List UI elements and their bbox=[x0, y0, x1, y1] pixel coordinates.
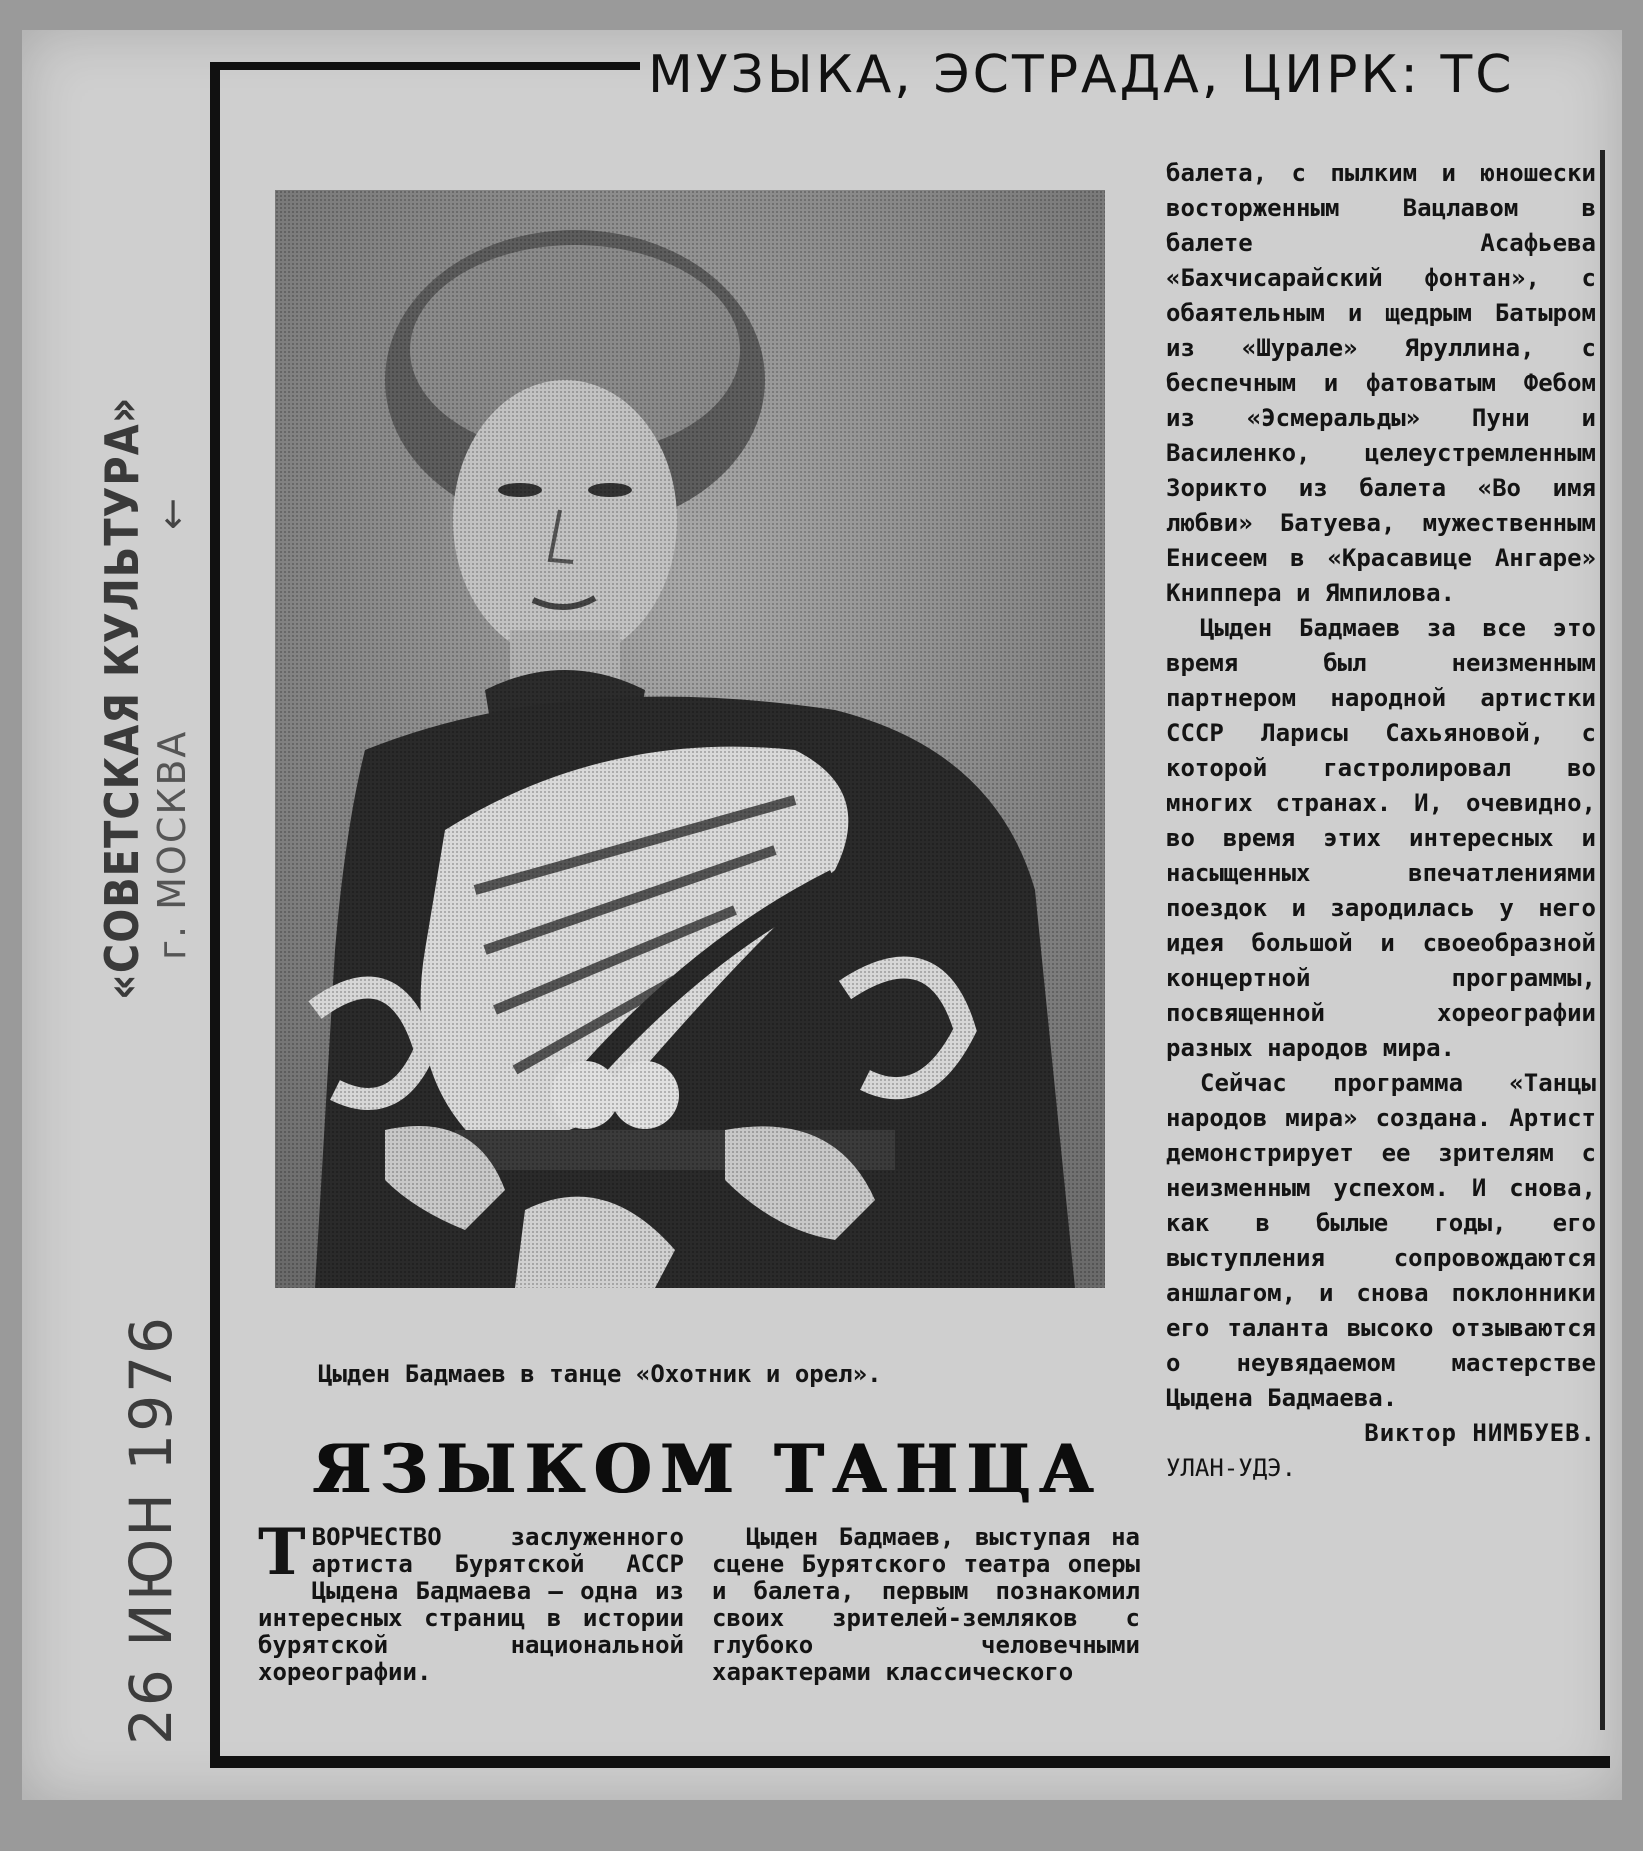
dancer-portrait-photo-icon bbox=[275, 190, 1105, 1288]
column-3-paragraph-3: Сейчас программа «Танцы народов мира» создана. Артист демонстрирует ее зрителям с неизменным успехом. И снова, как в былые годы, его выступления сопровождаются аншлагом, и снова поклонники его таланта высоко отзываются о неувядаемом мастерстве Цыдена Бадмаева. bbox=[1166, 1069, 1596, 1412]
dancer-photo bbox=[275, 190, 1105, 1288]
frame-rule-bottom bbox=[210, 1756, 1610, 1768]
stamp-newspaper-name: «СОВЕТСКАЯ КУЛЬТУРА» bbox=[96, 396, 150, 1000]
stamp-date: 26 ИЮН 1976 bbox=[117, 1315, 185, 1745]
column-3-paragraph-2: Цыден Бадмаев за все это время был неизменным партнером народной артистки СССР Ларисы Сахьяновой, с которой гастролировал во многих странах. И, очевидно, во время этих интересных и насыщенных впечатлениями поездок и зародилась у него идея большой и своеобразной концертной программы, посвященной хореографии разных народов мира. bbox=[1166, 614, 1596, 1062]
author-city: УЛАН-УДЭ. bbox=[1166, 1454, 1297, 1482]
author-signature: Виктор НИМБУЕВ. bbox=[1364, 1419, 1596, 1447]
stamp-city: г. МОСКВА bbox=[150, 729, 194, 960]
frame-rule-right bbox=[1600, 150, 1605, 1730]
drop-cap: Т bbox=[258, 1515, 306, 1590]
article-column-3 bbox=[1166, 156, 1596, 1486]
frame-rule-left bbox=[210, 62, 220, 1762]
arrow-icon: ← bbox=[150, 498, 194, 530]
section-rubric: МУЗЫКА, ЭСТРАДА, ЦИРК: ТС bbox=[648, 45, 1515, 105]
column-3-paragraph-1: балета, с пылким и юношески восторженным Вацлавом в балете Асафьева «Бахчисарайский фонтан», с обаятельным и щедрым Батыром из «Шурале» Яруллина, с беспечным и фатоватым Фебом из «Эсмеральды» Пуни и Василенко, целеустремленным Зорикто из балета «Во имя любви» Батуева, мужественным Енисеем в «Красавице Ангаре» Книппера и Ямпилова. bbox=[1166, 159, 1596, 607]
column-2-text: Цыден Бадмаев, выступая на сцене Бурятского театра оперы и балета, первым познакомил своих зрителей-земляков с глубоко человечными характерами классического bbox=[712, 1523, 1140, 1686]
frame-rule-top bbox=[210, 62, 640, 70]
article-column-1 bbox=[258, 1515, 684, 1686]
article-headline: ЯЗЫКОМ ТАНЦА bbox=[312, 1430, 1102, 1508]
column-1-text: ВОРЧЕСТВО заслуженного артиста Бурятской АССР Цыдена Бадмаева — одна из интересных страниц в истории бурятской национальной хореографии. bbox=[258, 1523, 684, 1686]
photo-caption: Цыден Бадмаев в танце «Охотник и орел». bbox=[318, 1360, 882, 1388]
article-column-2 bbox=[712, 1524, 1140, 1686]
